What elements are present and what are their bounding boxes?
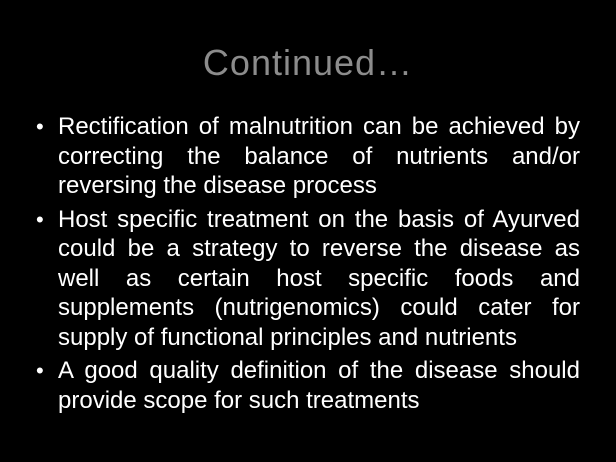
- bullet-line: provide scope for such treatments: [58, 386, 420, 414]
- bullet-line: correcting the balance of nutrients and/or: [58, 142, 580, 170]
- bullet-line: supplements (nutrigenomics) could cater for: [58, 294, 580, 321]
- bullet-line: A good quality definition of the disease should: [58, 357, 580, 384]
- bullet-list: [36, 112, 580, 419]
- bullet-line: reversing the disease process: [58, 172, 377, 199]
- bullet-item-2: [36, 205, 580, 353]
- bullet-line: supply of functional principles and nutrients: [58, 323, 517, 351]
- bullet-line: could be a strategy to reverse the disease as: [58, 235, 580, 262]
- bullet-icon: •: [36, 206, 44, 232]
- slide-title: Continued…: [202, 42, 414, 83]
- bullet-icon: •: [36, 358, 44, 383]
- bullet-line: Rectification of malnutrition can be achieved by: [58, 113, 580, 140]
- bullet-item-1: [36, 112, 580, 201]
- bullet-line: well as certain host specific foods and: [58, 264, 580, 292]
- bullet-line: Host specific treatment on the basis of Ayurved: [58, 205, 580, 233]
- bullet-item-3: [36, 356, 580, 415]
- bullet-icon: •: [36, 114, 44, 139]
